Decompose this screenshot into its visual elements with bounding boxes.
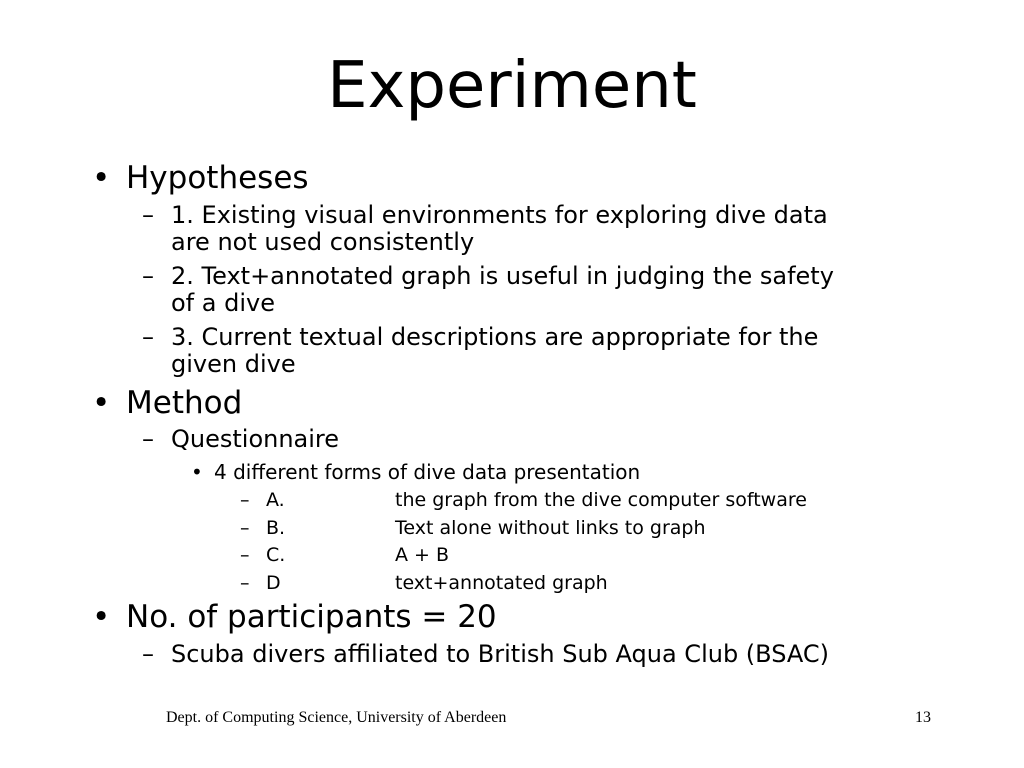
hypothesis-2-line-1: 2. Text+annotated graph is useful in judging the safety [171, 262, 834, 290]
dash-marker: – [142, 640, 154, 668]
dash-marker: – [142, 425, 154, 453]
dash-marker: – [240, 544, 250, 566]
form-description: text+annotated graph [395, 572, 608, 594]
hypothesis-3-line-2: given dive [171, 350, 296, 378]
hypothesis-1-line-1: 1. Existing visual environments for exploring dive data [171, 201, 828, 229]
dash-marker: – [240, 572, 250, 594]
dash-marker: – [142, 262, 154, 290]
bullet-marker: • [92, 385, 111, 421]
form-description: A + B [395, 544, 450, 566]
form-key: B. [266, 517, 286, 539]
form-description: the graph from the dive computer software [395, 489, 807, 511]
footer-department: Dept. of Computing Science, University of Aberdeen [166, 709, 507, 726]
bullet-method: Method [126, 385, 243, 421]
participants-description: Scuba divers affiliated to British Sub Aqua Club (BSAC) [171, 640, 830, 668]
hypothesis-2-line-2: of a dive [171, 289, 275, 317]
form-key: C. [266, 544, 286, 566]
dash-marker: – [240, 517, 250, 539]
bullet-hypotheses: Hypotheses [126, 160, 309, 196]
dash-marker: – [240, 489, 250, 511]
method-questionnaire: Questionnaire [171, 425, 340, 453]
dash-marker: – [142, 201, 154, 229]
form-key: D [266, 572, 281, 594]
form-key: A. [266, 489, 285, 511]
forms-label: 4 different forms of dive data presentation [214, 460, 641, 484]
page-number: 13 [915, 709, 931, 726]
form-description: Text alone without links to graph [395, 517, 706, 539]
bullet-participants: No. of participants = 20 [126, 599, 497, 635]
hypothesis-1-line-2: are not used consistently [171, 228, 475, 256]
hypothesis-3-line-1: 3. Current textual descriptions are appropriate for the [171, 323, 819, 351]
slide-title: Experiment [327, 49, 697, 123]
bullet-marker: • [92, 599, 111, 635]
dash-marker: – [142, 323, 154, 351]
bullet-marker: • [92, 160, 111, 196]
bullet-marker: • [191, 460, 203, 484]
